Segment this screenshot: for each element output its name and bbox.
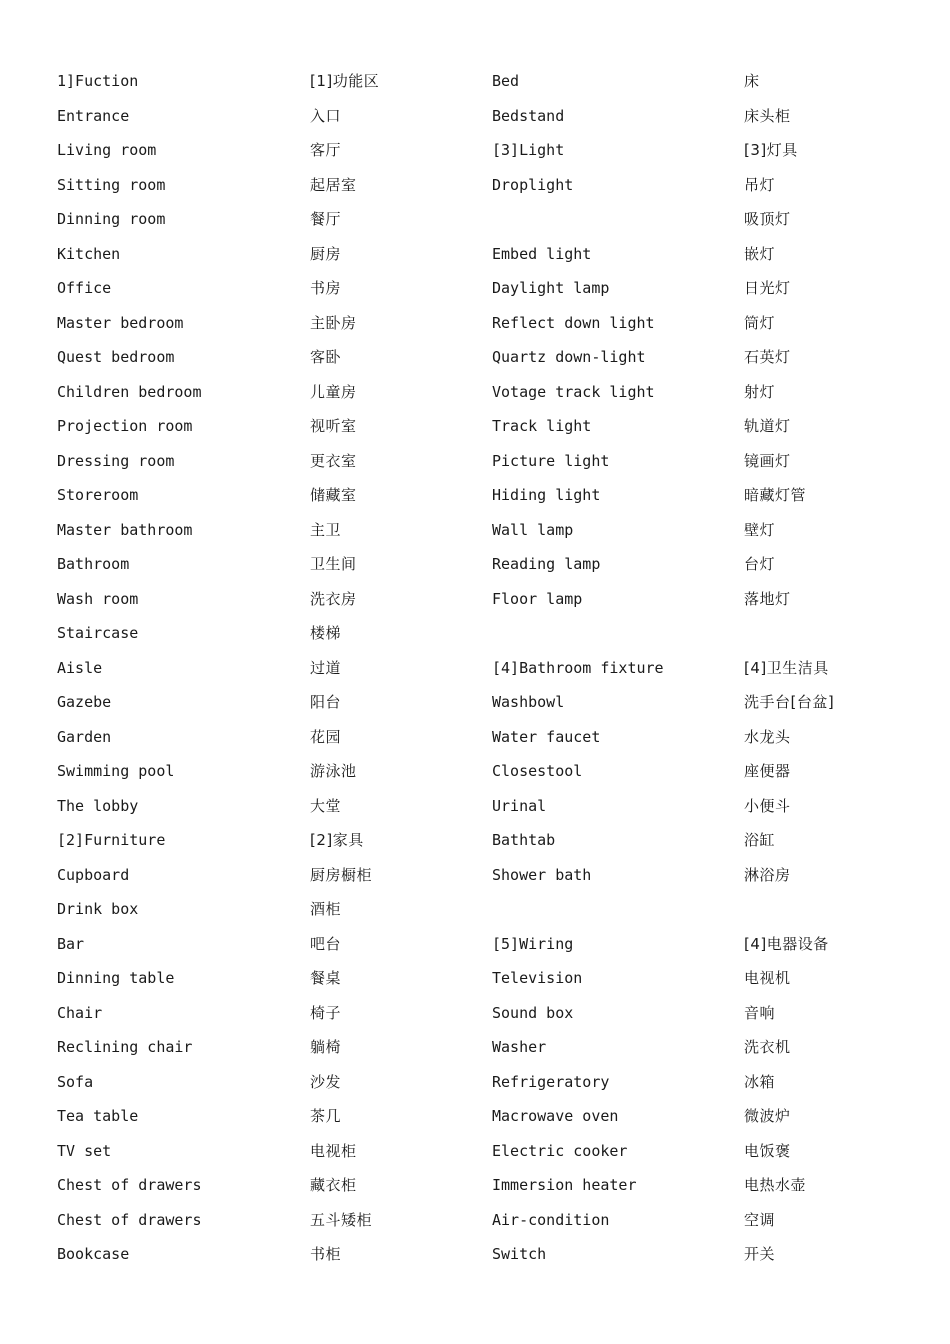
chinese-term-cell: 大堂 [310, 796, 342, 815]
chinese-term-cell: 酒柜 [310, 900, 342, 918]
chinese-term-cell: 客厅 [310, 141, 342, 159]
chinese-term-cell: 石英灯 [744, 348, 791, 366]
english-term-cell: Chest of drawers [57, 1210, 202, 1229]
chinese-term-cell: 壁灯 [744, 520, 776, 539]
english-term-cell: Bed [492, 72, 520, 90]
english-term-cell: Chest of drawers [57, 1176, 202, 1194]
chinese-term-cell: 餐厅 [310, 210, 342, 228]
chinese-term-cell: 藏衣柜 [310, 1176, 357, 1194]
english-term-cell: Storeroom [57, 486, 139, 504]
chinese-term-cell: 客卧 [310, 348, 342, 366]
english-term-cell: Refrigeratory [492, 1072, 610, 1091]
chinese-term-cell: 厨房橱柜 [310, 865, 373, 884]
chinese-term-cell: 吸顶灯 [744, 210, 791, 228]
chinese-term-cell [744, 892, 917, 927]
english-term-cell: Electric cooker [492, 1141, 628, 1160]
table-row [57, 444, 917, 479]
english-term-cell [492, 202, 744, 237]
table-row [57, 1030, 917, 1065]
table-row [57, 927, 917, 962]
english-term-cell: Dinning room [57, 210, 166, 228]
english-term-cell: Tea table [57, 1107, 139, 1125]
chinese-term-cell: 日光灯 [744, 279, 791, 297]
chinese-term-cell: 座便器 [744, 762, 791, 780]
english-term-cell: Drink box [57, 900, 139, 918]
table-row [57, 168, 917, 203]
english-term-cell: Master bathroom [57, 520, 193, 539]
chinese-term-cell: 小便斗 [744, 796, 791, 815]
table-row [57, 64, 917, 99]
english-term-cell: Droplight [492, 175, 574, 194]
table-row [57, 1134, 917, 1169]
english-term-cell: Bar [57, 934, 85, 953]
english-term-cell: Sitting room [57, 175, 166, 194]
english-term-cell: Wall lamp [492, 520, 574, 539]
chinese-term-cell: [3]灯具 [744, 141, 798, 159]
chinese-term-cell: 电热水壶 [744, 1176, 807, 1194]
chinese-term-cell: 微波炉 [744, 1107, 791, 1125]
chinese-term-cell: 五斗矮柜 [310, 1210, 373, 1229]
chinese-term-cell: 更衣室 [310, 451, 357, 470]
table-row [57, 547, 917, 582]
chinese-term-cell: 电视机 [744, 969, 791, 987]
english-term-cell: Dressing room [57, 451, 175, 470]
chinese-term-cell: 躺椅 [310, 1038, 342, 1056]
english-term-cell: Reflect down light [492, 313, 655, 332]
table-row [57, 1237, 917, 1272]
chinese-term-cell: 吊灯 [744, 175, 776, 194]
chinese-term-cell: 落地灯 [744, 589, 791, 608]
chinese-term-cell: 储藏室 [310, 486, 357, 504]
chinese-term-cell: 过道 [310, 658, 342, 677]
table-row [57, 306, 917, 341]
chinese-term-cell: 轨道灯 [744, 417, 791, 435]
english-term-cell: [3]Light [492, 141, 565, 159]
table-row [57, 789, 917, 824]
chinese-term-cell: 洗衣房 [310, 589, 357, 608]
english-term-cell: Cupboard [57, 865, 130, 884]
english-term-cell: Children bedroom [57, 382, 202, 401]
english-term-cell: Water faucet [492, 727, 601, 746]
chinese-term-cell: 游泳池 [310, 762, 357, 780]
chinese-term-cell: 视听室 [310, 417, 357, 435]
chinese-term-cell: 淋浴房 [744, 865, 791, 884]
chinese-term-cell: 空调 [744, 1210, 776, 1229]
english-term-cell: Washbowl [492, 693, 565, 711]
chinese-term-cell: 台灯 [744, 555, 776, 573]
table-row [57, 513, 917, 548]
chinese-term-cell: 厨房 [310, 244, 342, 263]
english-term-cell: Dinning table [57, 969, 175, 987]
english-term-cell: Master bedroom [57, 313, 184, 332]
english-term-cell: Quest bedroom [57, 348, 175, 366]
chinese-term-cell: 嵌灯 [744, 244, 776, 263]
table-row [57, 202, 917, 237]
table-row [57, 1065, 917, 1100]
english-term-cell: Living room [57, 141, 157, 159]
english-term-cell: Daylight lamp [492, 279, 610, 297]
table-row [57, 478, 917, 513]
table-row [57, 858, 917, 893]
english-term-cell: Reclining chair [57, 1038, 193, 1056]
chinese-term-cell: 起居室 [310, 175, 357, 194]
vocabulary-table-body [57, 64, 917, 1272]
chinese-term-cell: 书房 [310, 279, 342, 297]
chinese-term-cell: 镜画灯 [744, 451, 791, 470]
english-term-cell: Washer [492, 1038, 547, 1056]
english-term-cell: Urinal [492, 796, 547, 815]
chinese-term-cell [744, 616, 917, 651]
english-term-cell: Immersion heater [492, 1176, 637, 1194]
vocabulary-table [57, 64, 917, 1272]
english-term-cell: Floor lamp [492, 589, 583, 608]
chinese-term-cell: 椅子 [310, 1003, 342, 1022]
table-row [57, 133, 917, 168]
english-term-cell: [2]Furniture [57, 831, 166, 849]
english-term-cell: Bedstand [492, 106, 565, 125]
chinese-term-cell: 冰箱 [744, 1072, 776, 1091]
english-term-cell [492, 892, 744, 927]
chinese-term-cell: [4]电器设备 [744, 934, 829, 953]
chinese-term-cell: [4]卫生洁具 [744, 658, 829, 677]
table-row [57, 651, 917, 686]
english-term-cell: Entrance [57, 106, 130, 125]
english-term-cell: Macrowave oven [492, 1107, 619, 1125]
english-term-cell: Kitchen [57, 244, 121, 263]
table-row [57, 996, 917, 1031]
english-term-cell: Aisle [57, 658, 103, 677]
table-row [57, 1168, 917, 1203]
table-row [57, 754, 917, 789]
table-row [57, 375, 917, 410]
english-term-cell: [5]Wiring [492, 934, 574, 953]
chinese-term-cell: 餐桌 [310, 969, 342, 987]
english-term-cell: [4]Bathroom fixture [492, 658, 664, 677]
english-term-cell: Sofa [57, 1072, 94, 1091]
chinese-term-cell: 书柜 [310, 1245, 342, 1263]
chinese-term-cell: 楼梯 [310, 624, 342, 642]
table-row [57, 582, 917, 617]
chinese-term-cell: 儿童房 [310, 382, 357, 401]
chinese-term-cell: [2]家具 [310, 831, 364, 849]
english-term-cell: Shower bath [492, 865, 592, 884]
english-term-cell: Votage track light [492, 382, 655, 401]
table-row [57, 1099, 917, 1134]
chinese-term-cell: 卫生间 [310, 555, 357, 573]
table-row [57, 99, 917, 134]
english-term-cell: Quartz down-light [492, 348, 646, 366]
english-term-cell: Chair [57, 1003, 103, 1022]
english-term-cell: Office [57, 279, 112, 297]
chinese-term-cell: 射灯 [744, 382, 776, 401]
english-term-cell: Bookcase [57, 1245, 130, 1263]
chinese-term-cell: 筒灯 [744, 313, 776, 332]
chinese-term-cell: 洗手台[台盆] [744, 693, 835, 711]
table-row [57, 271, 917, 306]
english-term-cell: Wash room [57, 589, 139, 608]
chinese-term-cell: 洗衣机 [744, 1038, 791, 1056]
table-row [57, 237, 917, 272]
english-term-cell: Embed light [492, 244, 592, 263]
english-term-cell: Gazebe [57, 693, 112, 711]
chinese-term-cell: 主卧房 [310, 313, 357, 332]
table-row [57, 961, 917, 996]
english-term-cell [492, 616, 744, 651]
chinese-term-cell: 入口 [310, 106, 342, 125]
chinese-term-cell: 暗藏灯管 [744, 486, 807, 504]
table-row [57, 823, 917, 858]
table-row [57, 720, 917, 755]
chinese-term-cell: 床 [744, 72, 760, 90]
chinese-term-cell: 吧台 [310, 934, 342, 953]
chinese-term-cell: 茶几 [310, 1107, 342, 1125]
english-term-cell: Reading lamp [492, 555, 601, 573]
chinese-term-cell: 沙发 [310, 1072, 342, 1091]
english-term-cell: Bathtab [492, 831, 556, 849]
english-term-cell: Swimming pool [57, 762, 175, 780]
chinese-term-cell: 开关 [744, 1245, 776, 1263]
table-row [57, 409, 917, 444]
chinese-term-cell: 浴缸 [744, 831, 776, 849]
chinese-term-cell: 主卫 [310, 520, 342, 539]
chinese-term-cell: 电视柜 [310, 1141, 357, 1160]
table-row [57, 616, 917, 651]
chinese-term-cell: 花园 [310, 727, 342, 746]
table-row [57, 892, 917, 927]
english-term-cell: Garden [57, 727, 112, 746]
chinese-term-cell: 音响 [744, 1003, 776, 1022]
english-term-cell: Television [492, 969, 583, 987]
chinese-term-cell: [1]功能区 [310, 72, 380, 90]
table-row [57, 1203, 917, 1238]
english-term-cell: Track light [492, 417, 592, 435]
english-term-cell: Staircase [57, 624, 139, 642]
chinese-term-cell: 阳台 [310, 693, 342, 711]
english-term-cell: Picture light [492, 451, 610, 470]
english-term-cell: Sound box [492, 1003, 574, 1022]
chinese-term-cell: 床头柜 [744, 106, 791, 125]
chinese-term-cell: 电饭褒 [744, 1141, 791, 1160]
table-row [57, 340, 917, 375]
english-term-cell: Bathroom [57, 555, 130, 573]
english-term-cell: 1]Fuction [57, 72, 139, 90]
english-term-cell: Closestool [492, 762, 583, 780]
english-term-cell: Switch [492, 1245, 547, 1263]
table-row [57, 685, 917, 720]
english-term-cell: Air-condition [492, 1210, 610, 1229]
english-term-cell: Hiding light [492, 486, 601, 504]
english-term-cell: TV set [57, 1141, 112, 1160]
english-term-cell: Projection room [57, 417, 193, 435]
english-term-cell: The lobby [57, 796, 139, 815]
chinese-term-cell: 水龙头 [744, 727, 791, 746]
